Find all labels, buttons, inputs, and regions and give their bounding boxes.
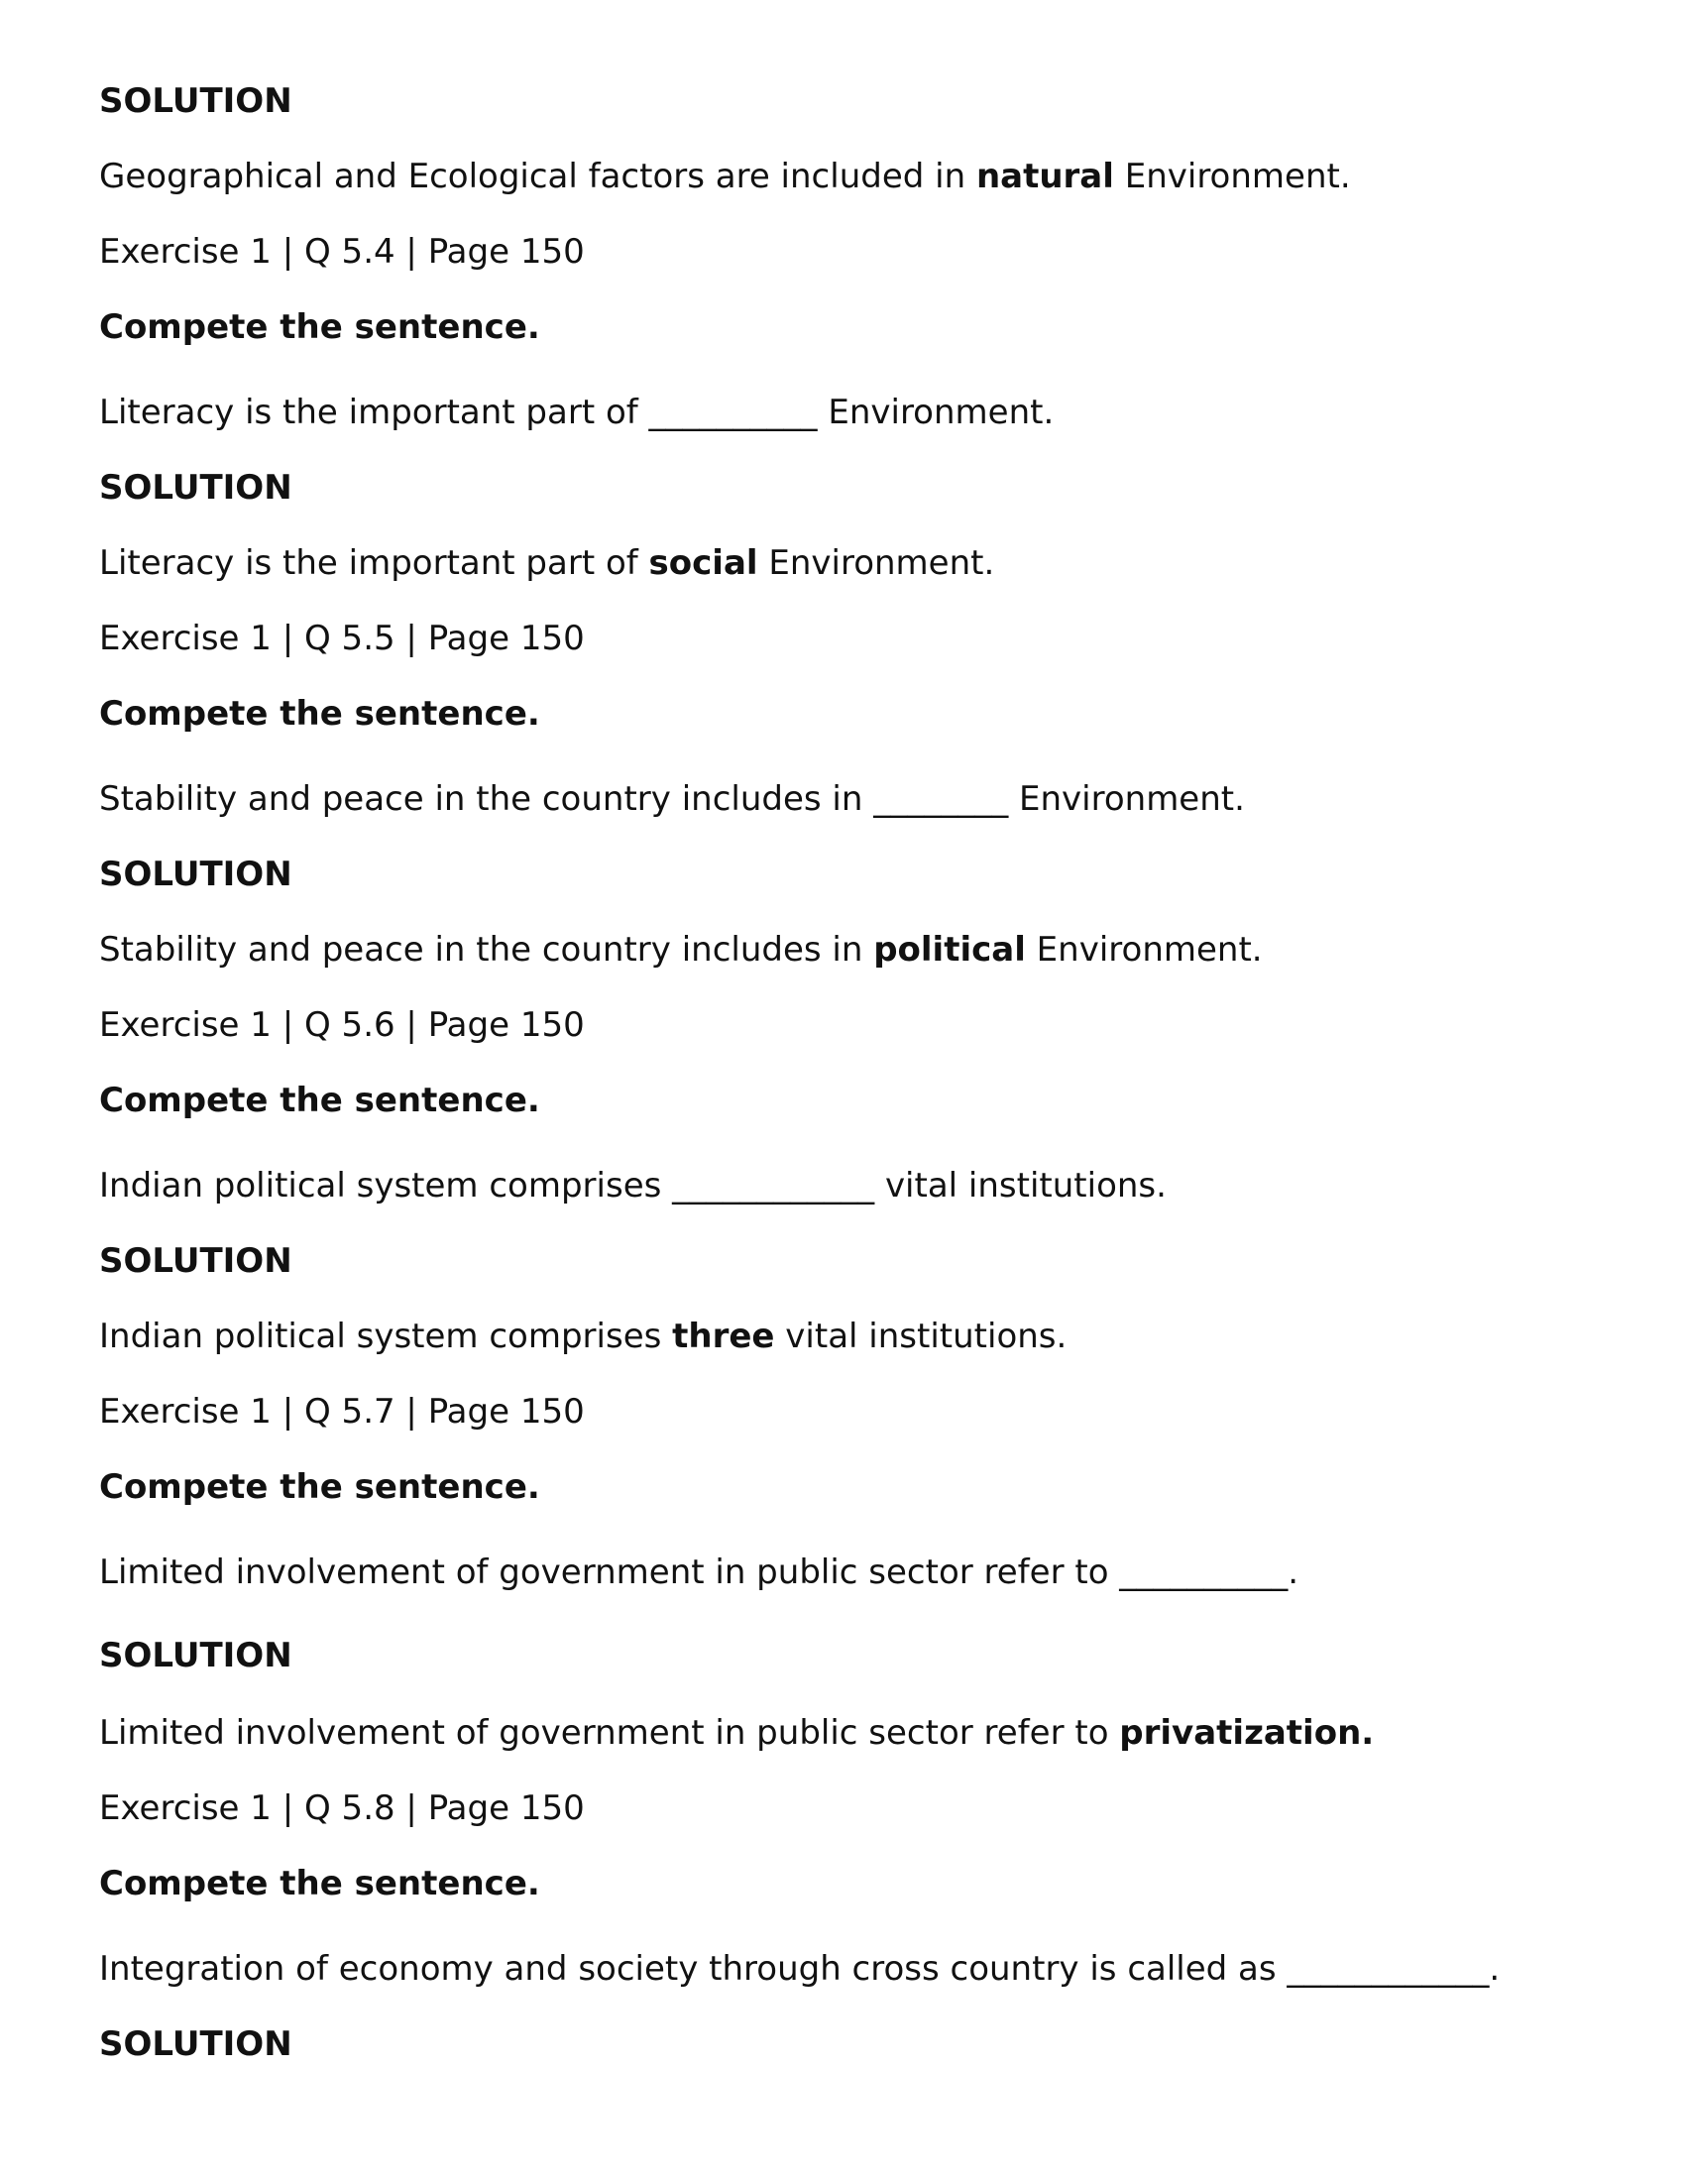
question-instruction: Compete the sentence.	[99, 1081, 540, 1120]
solution-text: Indian political system comprises three vital institutions.	[99, 1317, 1068, 1356]
solution-text: Limited involvement of government in public sector refer to privatization.	[99, 1713, 1375, 1753]
exercise-reference: Exercise 1 | Q 5.8 | Page 150	[99, 1788, 585, 1828]
solution-text: Literacy is the important part of social Environment.	[99, 543, 995, 583]
solution-text: Stability and peace in the country includes in political Environment.	[99, 930, 1263, 970]
answer-keyword: three	[672, 1317, 775, 1356]
question-instruction: Compete the sentence.	[99, 307, 540, 347]
exercise-reference: Exercise 1 | Q 5.7 | Page 150	[99, 1392, 585, 1432]
answer-keyword: privatization.	[1119, 1713, 1375, 1753]
solution-heading: SOLUTION	[99, 81, 292, 121]
question-text: Limited involvement of government in public sector refer to __________.	[99, 1552, 1299, 1592]
exercise-reference: Exercise 1 | Q 5.4 | Page 150	[99, 232, 585, 272]
solution-heading: SOLUTION	[99, 1241, 292, 1281]
question-instruction: Compete the sentence.	[99, 694, 540, 734]
exercise-reference: Exercise 1 | Q 5.5 | Page 150	[99, 619, 585, 658]
solution-text: Geographical and Ecological factors are included in natural Environment.	[99, 157, 1351, 196]
solution-heading: SOLUTION	[99, 855, 292, 894]
question-text: Indian political system comprises ____________ vital institutions.	[99, 1166, 1167, 1206]
question-instruction: Compete the sentence.	[99, 1467, 540, 1507]
answer-keyword: social	[648, 543, 758, 583]
answer-keyword: political	[873, 930, 1026, 970]
answer-keyword: natural	[975, 157, 1114, 196]
exercise-reference: Exercise 1 | Q 5.6 | Page 150	[99, 1005, 585, 1045]
question-text: Integration of economy and society through cross country is called as ____________.	[99, 1949, 1501, 1989]
question-text: Literacy is the important part of __________ Environment.	[99, 393, 1055, 432]
question-text: Stability and peace in the country includes in ________ Environment.	[99, 779, 1245, 819]
solution-heading: SOLUTION	[99, 468, 292, 508]
solution-heading: SOLUTION	[99, 1636, 292, 1675]
question-instruction: Compete the sentence.	[99, 1864, 540, 1903]
solution-heading: SOLUTION	[99, 2024, 292, 2064]
